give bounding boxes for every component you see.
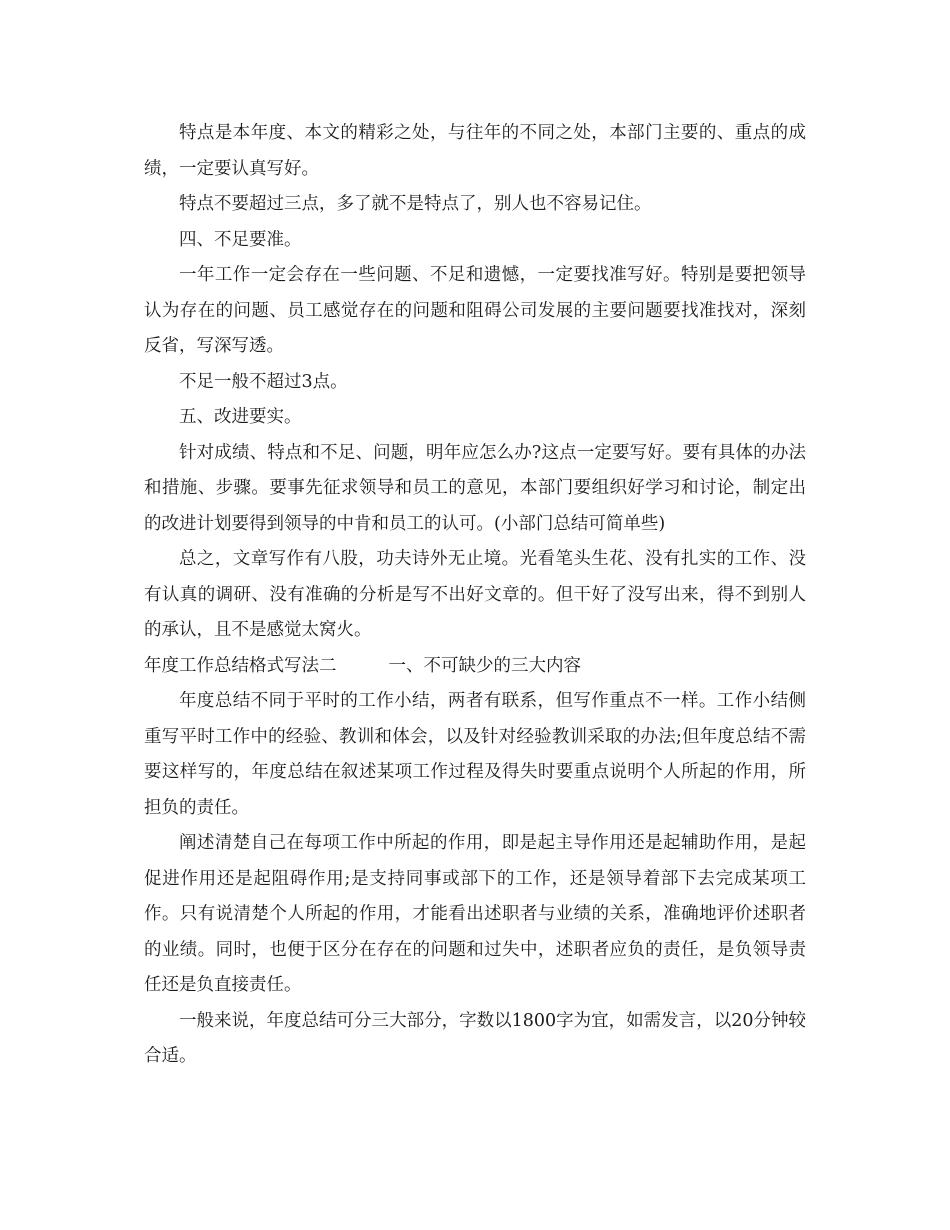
document-body (144, 116, 806, 1075)
paragraph: 特点不要超过三点，多了就不是特点了，别人也不容易记住。 (179, 194, 652, 214)
paragraph: 五、改进要实。 (179, 407, 302, 427)
paragraph: 总之，文章写作有八股，功夫诗外无止境。光看笔头生花、没有扎实的工作、没有认真的调研、没有准确的分析是写不出好文章的。但干好了没写出来，得不到别人的承认，且不是感觉太窝火。 (144, 549, 806, 640)
paragraph: 针对成绩、特点和不足、问题，明年应怎么办?这点一定要写好。要有具体的办法和措施、步骤。要事先征求领导和员工的意见，本部门要组织好学习和讨论，制定出的改进计划要得到领导的中肯和员工的认可。(小部门总结可简单些) (144, 442, 806, 534)
paragraph: 不足一般不超过3点。 (179, 371, 348, 392)
paragraph: 阐述清楚自己在每项工作中所起的作用，即是起主导作用还是起辅助作用，是起促进作用还是起阻碍作用;是支持同事或部下的工作，还是领导着部下去完成某项工作。只有说清楚个人所起的作用，才能看出述职者与业绩的关系，准确地评价述职者的业绩。同时，也便于区分在存在的问题和过失中，述职者应负的责任，是负领导责任还是负直接责任。 (144, 833, 806, 995)
paragraph: 一般来说，年度总结可分三大部分，字数以1800字为宜，如需发言，以20分钟较合适。 (144, 1010, 806, 1066)
paragraph: 一年工作一定会存在一些问题、不足和遗憾，一定要找准写好。特别是要把领导认为存在的问题、员工感觉存在的问题和阻碍公司发展的主要问题要找准找对，深刻反省，写深写透。 (144, 265, 806, 356)
paragraph: 特点是本年度、本文的精彩之处，与往年的不同之处，本部门主要的、重点的成绩，一定要认真写好。 (144, 123, 806, 179)
section-title: 年度工作总结格式写法二 (144, 655, 337, 676)
paragraph: 年度总结不同于平时的工作小结，两者有联系，但写作重点不一样。工作小结侧重写平时工作中的经验、教训和体会，以及针对经验教训采取的办法;但年度总结不需要这样写的，年度总结在叙述某项工作过程及得失时要重点说明个人所起的作用，所担负的责任。 (144, 691, 806, 818)
paragraph: 四、不足要准。 (179, 229, 302, 250)
section-heading (144, 649, 806, 685)
section-subtitle: 一、不可缺少的三大内容 (388, 655, 581, 676)
